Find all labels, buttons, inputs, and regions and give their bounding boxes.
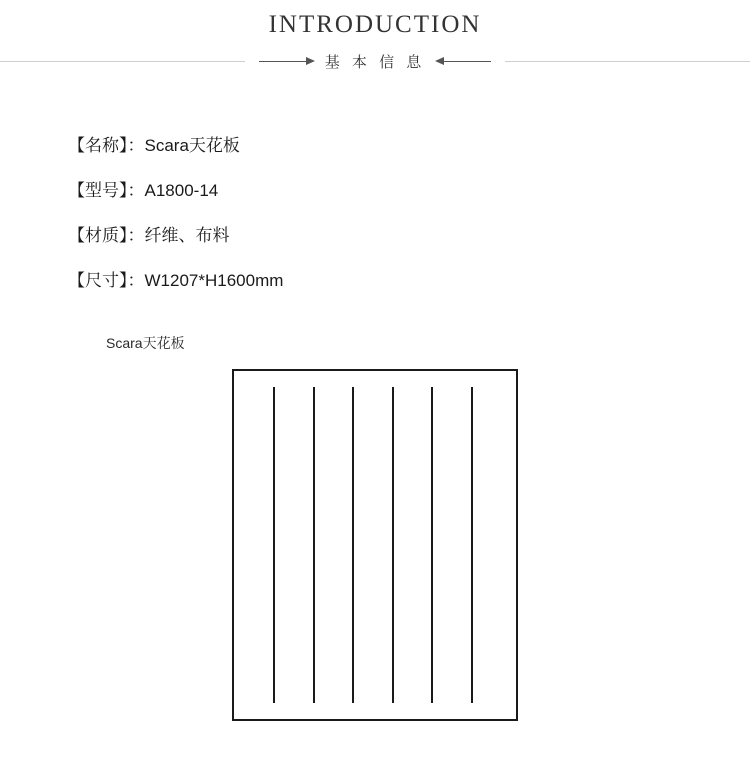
arrow-right-icon [259,57,315,66]
spec-label-material: 【材质】： [68,226,145,245]
spec-value-material: 纤维、布料 [144,226,230,245]
page-subtitle: 基 本 信 息 [324,53,426,71]
product-figure [0,369,750,721]
page-header [0,0,750,78]
arrow-left-icon [435,57,491,66]
subtitle-badge [245,44,506,78]
panel-slat [431,387,433,703]
spec-label-model: 【型号】： [68,181,145,200]
page-subtitle-row [0,44,750,78]
figure-caption: Scara天花板 [106,335,185,351]
spec-row-model [68,181,750,201]
panel-slat [273,387,275,703]
spec-row-name [68,136,750,156]
spec-label-size: 【尺寸】： [68,271,145,290]
panel-slat [352,387,354,703]
spec-label-name: 【名称】： [68,136,145,155]
panel-slat [471,387,473,703]
spec-value-size: W1207*H1600mm [144,271,284,290]
panel-slat [392,387,394,703]
spec-value-name: Scara天花板 [144,136,240,155]
page-title: INTRODUCTION [268,11,482,38]
spec-row-size [68,271,750,291]
panel-slat [313,387,315,703]
spec-value-model: A1800-14 [144,181,219,200]
spec-row-material [68,226,750,246]
product-spec-list [68,136,750,291]
ceiling-panel-illustration [232,369,518,721]
